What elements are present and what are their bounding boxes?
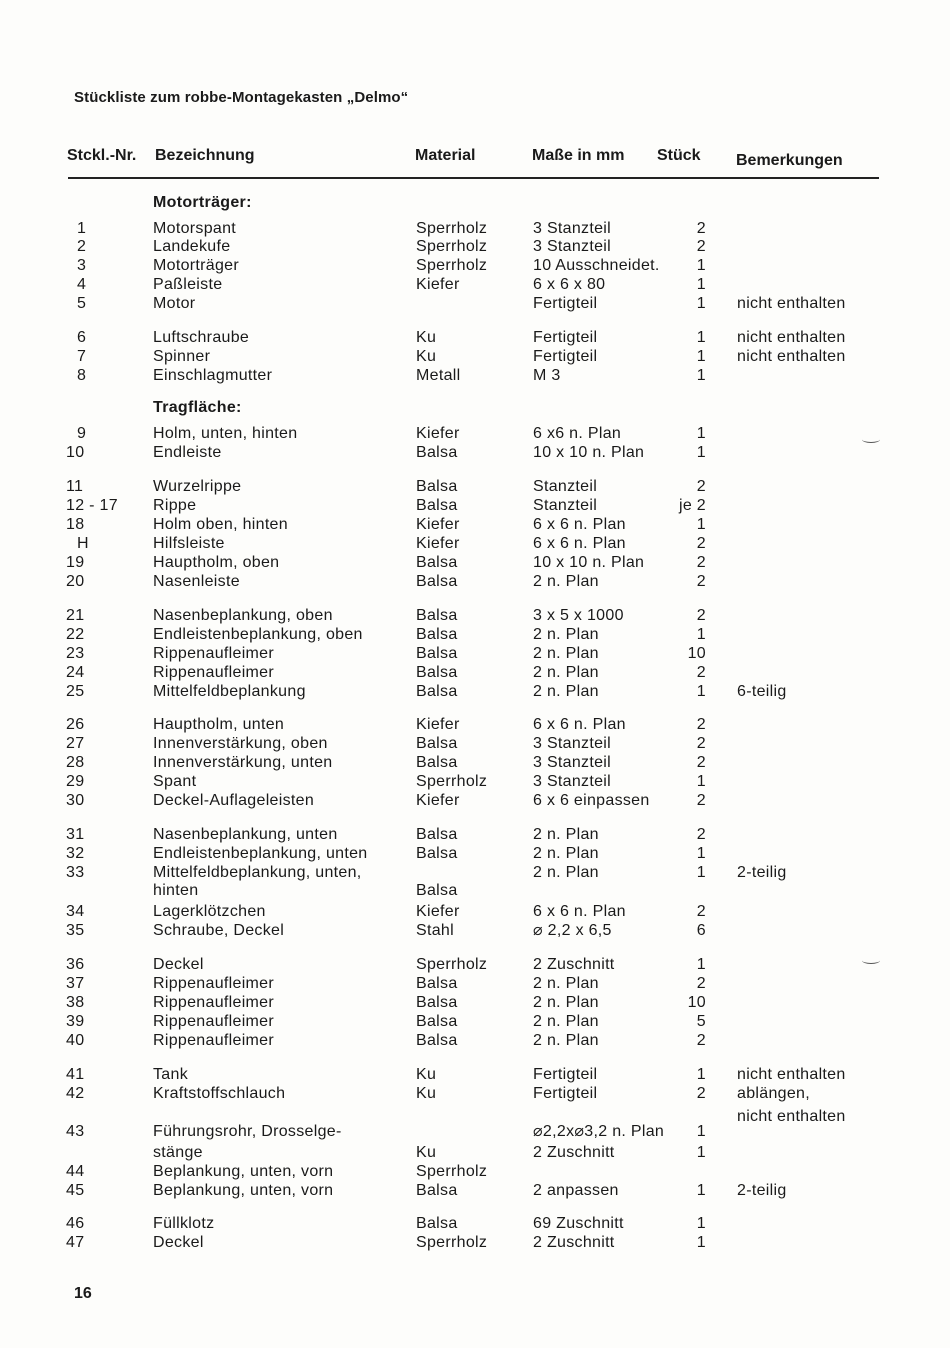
row-masse: Fertigteil (533, 1085, 598, 1102)
row-number: 12 - 17 (66, 497, 118, 514)
table-row (0, 625, 950, 644)
row-stueck: 2 (696, 716, 706, 733)
row-stueck: 6 (696, 922, 706, 939)
row-bemerkung: nicht enthalten (737, 329, 846, 346)
row-material: Sperrholz (416, 1234, 488, 1251)
row-bezeichnung: Nasenbeplankung, oben (153, 607, 333, 624)
row-masse: 2 anpassen (533, 1182, 619, 1199)
row-masse: 10 x 10 n. Plan (533, 554, 645, 571)
table-row (0, 734, 950, 753)
row-stueck: 2 (696, 735, 706, 752)
row-material: Balsa (416, 826, 458, 843)
row-bezeichnung: Beplankung, unten, vorn (153, 1182, 334, 1199)
table-row (0, 921, 950, 940)
row-stueck: 2 (696, 478, 706, 495)
row-material: Balsa (416, 478, 458, 495)
row-bemerkung: 2-teilig (737, 1182, 787, 1199)
row-number: 29 (66, 773, 85, 790)
row-material: Sperrholz (416, 1163, 488, 1180)
row-material: Balsa (416, 626, 458, 643)
table-row (0, 1214, 950, 1233)
row-stueck: 1 (696, 683, 706, 700)
row-stueck: 2 (696, 535, 706, 552)
row-number: H (77, 535, 89, 552)
row-masse: Fertigteil (533, 329, 598, 346)
table-row (0, 1012, 950, 1031)
row-number: 44 (66, 1163, 85, 1180)
row-bezeichnung: Hauptholm, unten (153, 716, 285, 733)
row-masse: 3 Stanzteil (533, 773, 612, 790)
row-bezeichnung: Holm, unten, hinten (153, 425, 298, 442)
row-bezeichnung: Motorträger: (153, 194, 252, 211)
row-bemerkung: nicht enthalten (737, 1066, 846, 1083)
row-masse: 2 Zuschnitt (533, 956, 615, 973)
row-masse: 69 Zuschnitt (533, 1215, 624, 1232)
row-number: 39 (66, 1013, 85, 1030)
row-material: Ku (416, 329, 437, 346)
row-bemerkung: nicht enthalten (737, 348, 846, 365)
table-row (0, 791, 950, 810)
row-bezeichnung: Tank (153, 1066, 188, 1083)
table-row (0, 366, 950, 385)
row-bezeichnung: Motor (153, 295, 196, 312)
table-row (0, 572, 950, 591)
table-row (0, 424, 950, 443)
row-number: 42 (66, 1085, 85, 1102)
row-material: Stahl (416, 922, 454, 939)
row-masse: 2 n. Plan (533, 664, 599, 681)
row-stueck: 2 (696, 220, 706, 237)
table-row (0, 974, 950, 993)
row-bezeichnung: Hilfsleiste (153, 535, 225, 552)
header-material: Material (415, 147, 476, 164)
row-bezeichnung: Spant (153, 773, 197, 790)
row-stueck: 1 (696, 956, 706, 973)
row-bezeichnung: Mittelfeldbeplankung, unten, (153, 864, 362, 881)
table-row (0, 993, 950, 1012)
row-masse: Stanzteil (533, 497, 598, 514)
row-material: Kiefer (416, 903, 460, 920)
row-material: Balsa (416, 1013, 458, 1030)
row-material: Sperrholz (416, 956, 488, 973)
row-number: 47 (66, 1234, 85, 1251)
table-row (0, 1162, 950, 1181)
table-row (0, 1181, 950, 1200)
row-bezeichnung: Innenverstärkung, unten (153, 754, 333, 771)
table-row (0, 772, 950, 791)
row-bezeichnung: Endleiste (153, 444, 222, 461)
margin-mark (862, 957, 880, 964)
row-material: Sperrholz (416, 220, 488, 237)
row-number: 1 (77, 220, 87, 237)
table-row (0, 496, 950, 515)
header-masse: Maße in mm (532, 147, 625, 164)
row-material: Balsa (416, 994, 458, 1011)
row-stueck: 1 (696, 444, 706, 461)
row-bezeichnung: stänge (153, 1144, 203, 1161)
row-bezeichnung: Luftschraube (153, 329, 250, 346)
table-row (0, 606, 950, 625)
row-bemerkung: nicht enthalten (737, 1108, 846, 1125)
row-stueck: 1 (696, 276, 706, 293)
row-number: 27 (66, 735, 85, 752)
row-stueck: 2 (696, 664, 706, 681)
row-material: Balsa (416, 444, 458, 461)
row-masse: 6 x 6 n. Plan (533, 903, 626, 920)
table-row (0, 1065, 950, 1084)
row-number: 24 (66, 664, 85, 681)
row-material: Ku (416, 348, 437, 365)
row-bezeichnung: Rippenaufleimer (153, 664, 275, 681)
row-stueck: 1 (696, 1215, 706, 1232)
row-stueck: 1 (696, 329, 706, 346)
table-row (0, 1233, 950, 1252)
row-number: 26 (66, 716, 85, 733)
row-number: 23 (66, 645, 85, 662)
header-nr: Stckl.-Nr. (67, 147, 137, 164)
table-row (0, 753, 950, 772)
row-stueck: 1 (696, 348, 706, 365)
row-stueck: 2 (696, 238, 706, 255)
row-masse: 6 x 6 n. Plan (533, 516, 626, 533)
table-row (0, 515, 950, 534)
row-bemerkung: 6-teilig (737, 683, 787, 700)
table-row (0, 1031, 950, 1050)
row-masse: 3 x 5 x 1000 (533, 607, 624, 624)
row-stueck: 2 (696, 903, 706, 920)
row-bemerkung: nicht enthalten (737, 295, 846, 312)
row-bezeichnung: Rippe (153, 497, 197, 514)
row-material: Balsa (416, 645, 458, 662)
row-masse: 3 Stanzteil (533, 754, 612, 771)
table-row (0, 534, 950, 553)
row-number: 7 (77, 348, 87, 365)
section-heading-row (0, 193, 950, 212)
row-bezeichnung: Deckel (153, 1234, 204, 1251)
row-number: 2 (77, 238, 87, 255)
row-bezeichnung: Mittelfeldbeplankung (153, 683, 306, 700)
row-stueck: 1 (696, 425, 706, 442)
row-masse: 6 x 6 n. Plan (533, 535, 626, 552)
row-bezeichnung: Wurzelrippe (153, 478, 242, 495)
table-row (0, 294, 950, 313)
table-row (0, 902, 950, 921)
row-number: 41 (66, 1066, 85, 1083)
row-material: Balsa (416, 1032, 458, 1049)
row-number: 38 (66, 994, 85, 1011)
row-stueck: 10 (687, 645, 706, 662)
row-number: 22 (66, 626, 85, 643)
row-number: 19 (66, 554, 85, 571)
row-number: 45 (66, 1182, 85, 1199)
row-stueck: 2 (696, 826, 706, 843)
row-bezeichnung: Motorträger (153, 257, 239, 274)
row-bezeichnung: Nasenleiste (153, 573, 240, 590)
row-bemerkung: 2-teilig (737, 864, 787, 881)
row-material: Ku (416, 1144, 437, 1161)
row-stueck: 1 (696, 1182, 706, 1199)
row-masse: 2 n. Plan (533, 975, 599, 992)
row-masse: Stanzteil (533, 478, 598, 495)
header-bezeichnung: Bezeichnung (155, 147, 255, 164)
row-material: Balsa (416, 1215, 458, 1232)
table-row (0, 477, 950, 496)
row-number: 3 (77, 257, 87, 274)
row-stueck: 2 (696, 607, 706, 624)
row-material: Kiefer (416, 516, 460, 533)
margin-mark (862, 436, 880, 443)
row-material: Ku (416, 1085, 437, 1102)
row-stueck: 5 (696, 1013, 706, 1030)
table-row (0, 955, 950, 974)
table-row (0, 219, 950, 238)
row-masse: 3 Stanzteil (533, 220, 612, 237)
row-bezeichnung: Endleistenbeplankung, unten (153, 845, 368, 862)
table-row (0, 1143, 950, 1162)
row-bezeichnung: Rippenaufleimer (153, 1013, 275, 1030)
row-bemerkung: ablängen, (737, 1085, 810, 1102)
row-number: 5 (77, 295, 87, 312)
row-number: 37 (66, 975, 85, 992)
table-row (0, 443, 950, 462)
row-number: 18 (66, 516, 85, 533)
row-masse: Fertigteil (533, 295, 598, 312)
row-number: 36 (66, 956, 85, 973)
row-bezeichnung: Innenverstärkung, oben (153, 735, 328, 752)
table-row (0, 825, 950, 844)
row-stueck: 1 (696, 1234, 706, 1251)
row-masse: 6 x 6 n. Plan (533, 716, 626, 733)
row-masse: 2 n. Plan (533, 845, 599, 862)
table-row (0, 715, 950, 734)
row-stueck: 2 (696, 975, 706, 992)
table-row (0, 256, 950, 275)
row-material: Sperrholz (416, 773, 488, 790)
row-masse: ⌀ 2,2 x 6,5 (533, 922, 612, 939)
row-number: 33 (66, 864, 85, 881)
row-material: Kiefer (416, 792, 460, 809)
row-masse: Fertigteil (533, 348, 598, 365)
row-number: 10 (66, 444, 85, 461)
row-masse: 2 n. Plan (533, 1013, 599, 1030)
header-bemerkungen: Bemerkungen (736, 152, 843, 169)
row-bezeichnung: Rippenaufleimer (153, 975, 275, 992)
table-row (0, 275, 950, 294)
row-stueck: 2 (696, 754, 706, 771)
row-bezeichnung: Füllklotz (153, 1215, 215, 1232)
row-masse: 2 n. Plan (533, 1032, 599, 1049)
section-heading-row (0, 398, 950, 417)
row-masse: 2 Zuschnitt (533, 1144, 615, 1161)
row-masse: 10 Ausschneidet. (533, 257, 660, 274)
row-masse: 3 Stanzteil (533, 735, 612, 752)
row-bezeichnung: Deckel-Auflageleisten (153, 792, 315, 809)
row-masse: 2 n. Plan (533, 826, 599, 843)
table-row (0, 644, 950, 663)
row-material: Balsa (416, 735, 458, 752)
row-masse: 2 n. Plan (533, 864, 599, 881)
row-material: Balsa (416, 573, 458, 590)
row-number: 46 (66, 1215, 85, 1232)
row-bezeichnung: Beplankung, unten, vorn (153, 1163, 334, 1180)
row-number: 4 (77, 276, 87, 293)
row-bezeichnung: Schraube, Deckel (153, 922, 285, 939)
row-masse: 6 x 6 einpassen (533, 792, 650, 809)
row-material: Kiefer (416, 535, 460, 552)
row-material: Balsa (416, 664, 458, 681)
row-bezeichnung: Holm oben, hinten (153, 516, 288, 533)
row-stueck: 1 (696, 295, 706, 312)
row-material: Balsa (416, 882, 458, 899)
table-row (0, 844, 950, 863)
row-stueck: 2 (696, 792, 706, 809)
row-bezeichnung: Endleistenbeplankung, oben (153, 626, 363, 643)
header-rule (68, 177, 879, 179)
row-number: 6 (77, 329, 87, 346)
row-number: 11 (66, 478, 84, 495)
row-bezeichnung: Nasenbeplankung, unten (153, 826, 338, 843)
row-bezeichnung: Rippenaufleimer (153, 1032, 275, 1049)
row-masse: 2 n. Plan (533, 645, 599, 662)
table-row (0, 863, 950, 882)
row-masse: Fertigteil (533, 1066, 598, 1083)
table-row (0, 553, 950, 572)
row-bezeichnung: Lagerklötzchen (153, 903, 266, 920)
row-stueck: 1 (696, 773, 706, 790)
row-bezeichnung: Paßleiste (153, 276, 223, 293)
row-number: 8 (77, 367, 87, 384)
row-number: 43 (66, 1123, 85, 1140)
row-stueck: 1 (696, 1066, 706, 1083)
row-masse: 3 Stanzteil (533, 238, 612, 255)
row-bezeichnung: Führungsrohr, Drosselge- (153, 1123, 342, 1140)
row-bezeichnung: Landekufe (153, 238, 231, 255)
table-row (0, 1122, 950, 1141)
row-masse: 2 Zuschnitt (533, 1234, 615, 1251)
row-bezeichnung: Tragfläche: (153, 399, 242, 416)
row-material: Balsa (416, 975, 458, 992)
row-bezeichnung: hinten (153, 882, 199, 899)
table-row (0, 328, 950, 347)
row-stueck: je 2 (679, 497, 706, 514)
row-bezeichnung: Rippenaufleimer (153, 645, 275, 662)
row-material: Kiefer (416, 716, 460, 733)
row-bezeichnung: Rippenaufleimer (153, 994, 275, 1011)
table-row (0, 663, 950, 682)
row-masse: 2 n. Plan (533, 573, 599, 590)
row-stueck: 1 (696, 845, 706, 862)
table-row (0, 237, 950, 256)
row-material: Kiefer (416, 425, 460, 442)
row-material: Balsa (416, 754, 458, 771)
row-number: 30 (66, 792, 85, 809)
table-row (0, 347, 950, 366)
row-stueck: 1 (696, 864, 706, 881)
page-title: Stückliste zum robbe-Montagekasten „Delmo“ (74, 89, 409, 106)
row-material: Sperrholz (416, 238, 488, 255)
table-row (0, 1084, 950, 1103)
row-number: 40 (66, 1032, 85, 1049)
row-number: 21 (66, 607, 85, 624)
row-bezeichnung: Einschlagmutter (153, 367, 273, 384)
row-stueck: 1 (696, 516, 706, 533)
page-number: 16 (74, 1285, 92, 1302)
table-row (0, 682, 950, 701)
row-masse: 6 x6 n. Plan (533, 425, 622, 442)
row-stueck: 2 (696, 573, 706, 590)
row-bezeichnung: Deckel (153, 956, 204, 973)
row-bezeichnung: Spinner (153, 348, 211, 365)
row-material: Balsa (416, 845, 458, 862)
header-stueck: Stück (657, 147, 701, 164)
row-material: Kiefer (416, 276, 460, 293)
row-masse: 2 n. Plan (533, 994, 599, 1011)
table-row (0, 881, 950, 900)
row-stueck: 1 (696, 257, 706, 274)
row-bezeichnung: Hauptholm, oben (153, 554, 280, 571)
row-stueck: 1 (696, 1144, 706, 1161)
row-number: 34 (66, 903, 85, 920)
row-masse: ⌀2,2x⌀3,2 n. Plan (533, 1123, 665, 1140)
row-stueck: 10 (687, 994, 706, 1011)
row-material: Metall (416, 367, 461, 384)
row-stueck: 1 (696, 1123, 706, 1140)
row-number: 32 (66, 845, 85, 862)
row-number: 28 (66, 754, 85, 771)
row-stueck: 1 (696, 367, 706, 384)
row-material: Balsa (416, 683, 458, 700)
row-number: 35 (66, 922, 85, 939)
row-material: Sperrholz (416, 257, 488, 274)
row-masse: 2 n. Plan (533, 683, 599, 700)
row-masse: M 3 (533, 367, 561, 384)
row-stueck: 2 (696, 1032, 706, 1049)
row-number: 31 (66, 826, 85, 843)
row-material: Balsa (416, 1182, 458, 1199)
row-masse: 6 x 6 x 80 (533, 276, 606, 293)
row-material: Balsa (416, 607, 458, 624)
row-masse: 2 n. Plan (533, 626, 599, 643)
row-number: 20 (66, 573, 85, 590)
row-material: Balsa (416, 497, 458, 514)
row-material: Balsa (416, 554, 458, 571)
row-stueck: 2 (696, 1085, 706, 1102)
row-bezeichnung: Kraftstoffschlauch (153, 1085, 286, 1102)
row-masse: 10 x 10 n. Plan (533, 444, 645, 461)
row-number: 9 (77, 425, 87, 442)
row-number: 25 (66, 683, 85, 700)
row-material: Ku (416, 1066, 437, 1083)
row-stueck: 1 (696, 626, 706, 643)
row-stueck: 2 (696, 554, 706, 571)
row-bezeichnung: Motorspant (153, 220, 237, 237)
